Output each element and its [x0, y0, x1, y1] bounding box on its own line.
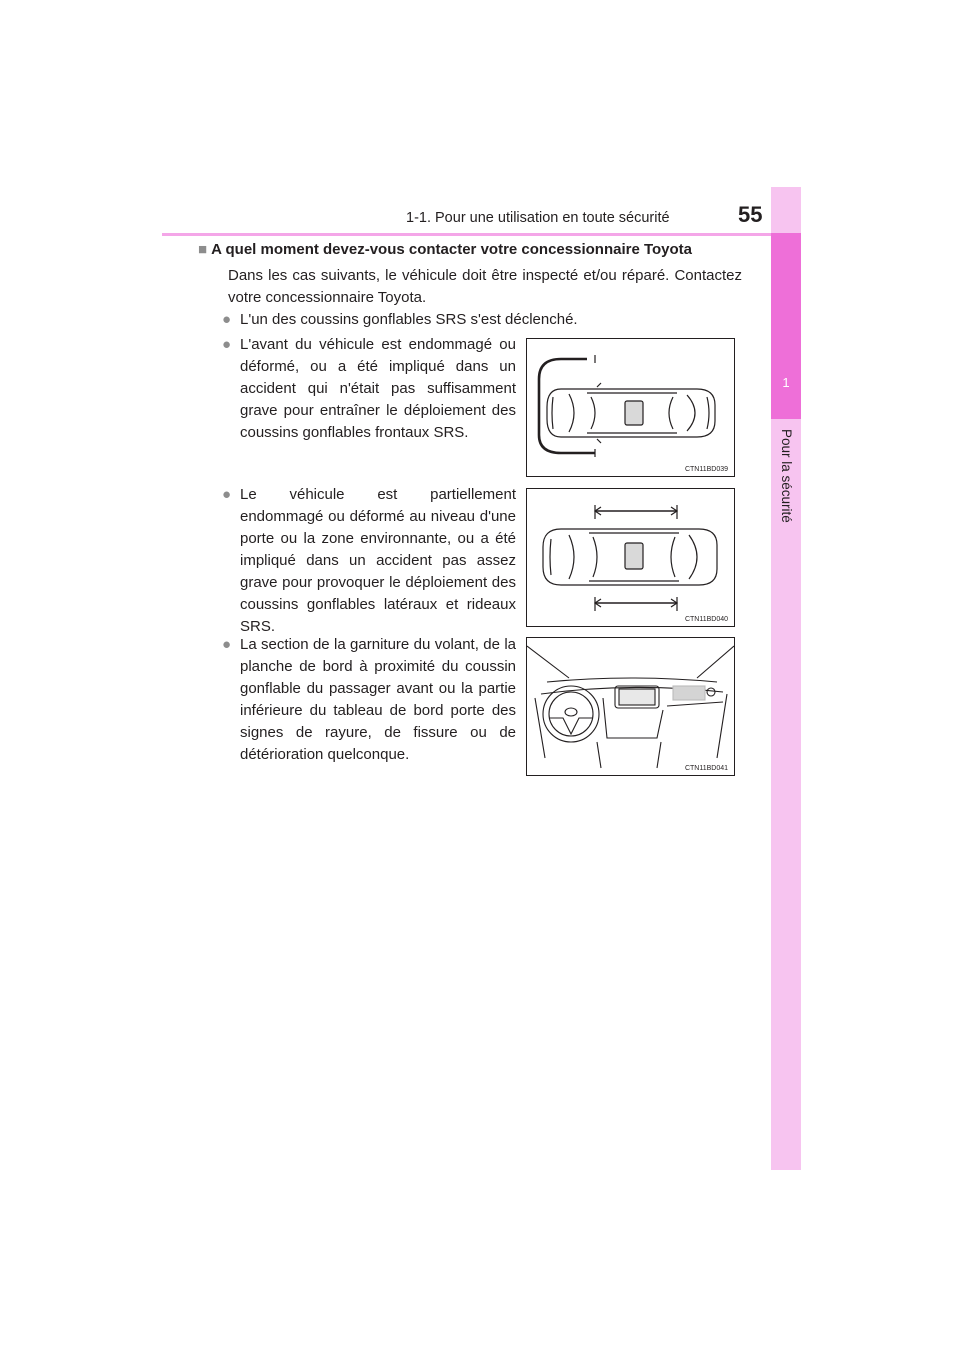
section-heading-text: A quel moment devez-vous contacter votre concessionnaire Toyota: [211, 241, 693, 258]
figure-side-damage: [526, 488, 735, 627]
list-item: [222, 309, 760, 331]
list-item-text: L'un des coussins gonflables SRS s'est déclenché.: [240, 311, 578, 328]
car-top-view-side-illustration: [527, 489, 734, 626]
chapter-tab-active: [771, 233, 801, 419]
bullet-dot-icon: ●: [222, 636, 232, 653]
header-divider: [162, 233, 771, 236]
page-number: 55: [738, 202, 763, 227]
figure-code: CTN11BD040: [684, 616, 728, 623]
list-item-text: L'avant du véhicule est endommagé ou déformé, ou a été impliqué dans un accident qui n'était pas suffisamment grave pour entraîner le déploiement des coussins gonflables frontaux SRS.: [240, 336, 516, 441]
square-bullet-icon: ■: [198, 241, 208, 258]
figure-front-damage: [526, 338, 735, 477]
bullet-dot-icon: ●: [222, 311, 232, 328]
figure-dashboard: [526, 637, 735, 776]
list-item: [222, 334, 516, 444]
car-top-view-front-illustration: [527, 339, 734, 476]
intro-paragraph: Dans les cas suivants, le véhicule doit être inspecté et/ou réparé. Contactez votre concessionnaire Toyota.: [228, 267, 742, 306]
section-heading: [198, 241, 692, 258]
header-section-title: 1-1. Pour une utilisation en toute sécurité: [406, 210, 670, 226]
chapter-number: 1: [782, 375, 790, 390]
dashboard-illustration: [527, 638, 734, 775]
bullet-dot-icon: ●: [222, 336, 232, 353]
list-item-text: Le véhicule est partiellement endommagé ou déformé au niveau d'une porte ou la zone environnante, ou a été impliqué dans un accident pas assez grave pour provoquer le déploiement des coussins gonflables latéraux et rideaux SRS.: [240, 486, 516, 635]
figure-code: CTN11BD041: [684, 765, 728, 772]
chapter-title: Pour la sécurité: [779, 429, 794, 523]
list-item-text: La section de la garniture du volant, de la planche de bord à proximité du coussin gonflable du passager avant ou la partie inférieure du tableau de bord porte des signes de rayure, de fissure ou de détérioration quelconque.: [240, 636, 516, 763]
list-item: [222, 484, 516, 638]
bullet-dot-icon: ●: [222, 486, 232, 503]
figure-code: CTN11BD039: [684, 466, 728, 473]
list-item: [222, 634, 516, 766]
